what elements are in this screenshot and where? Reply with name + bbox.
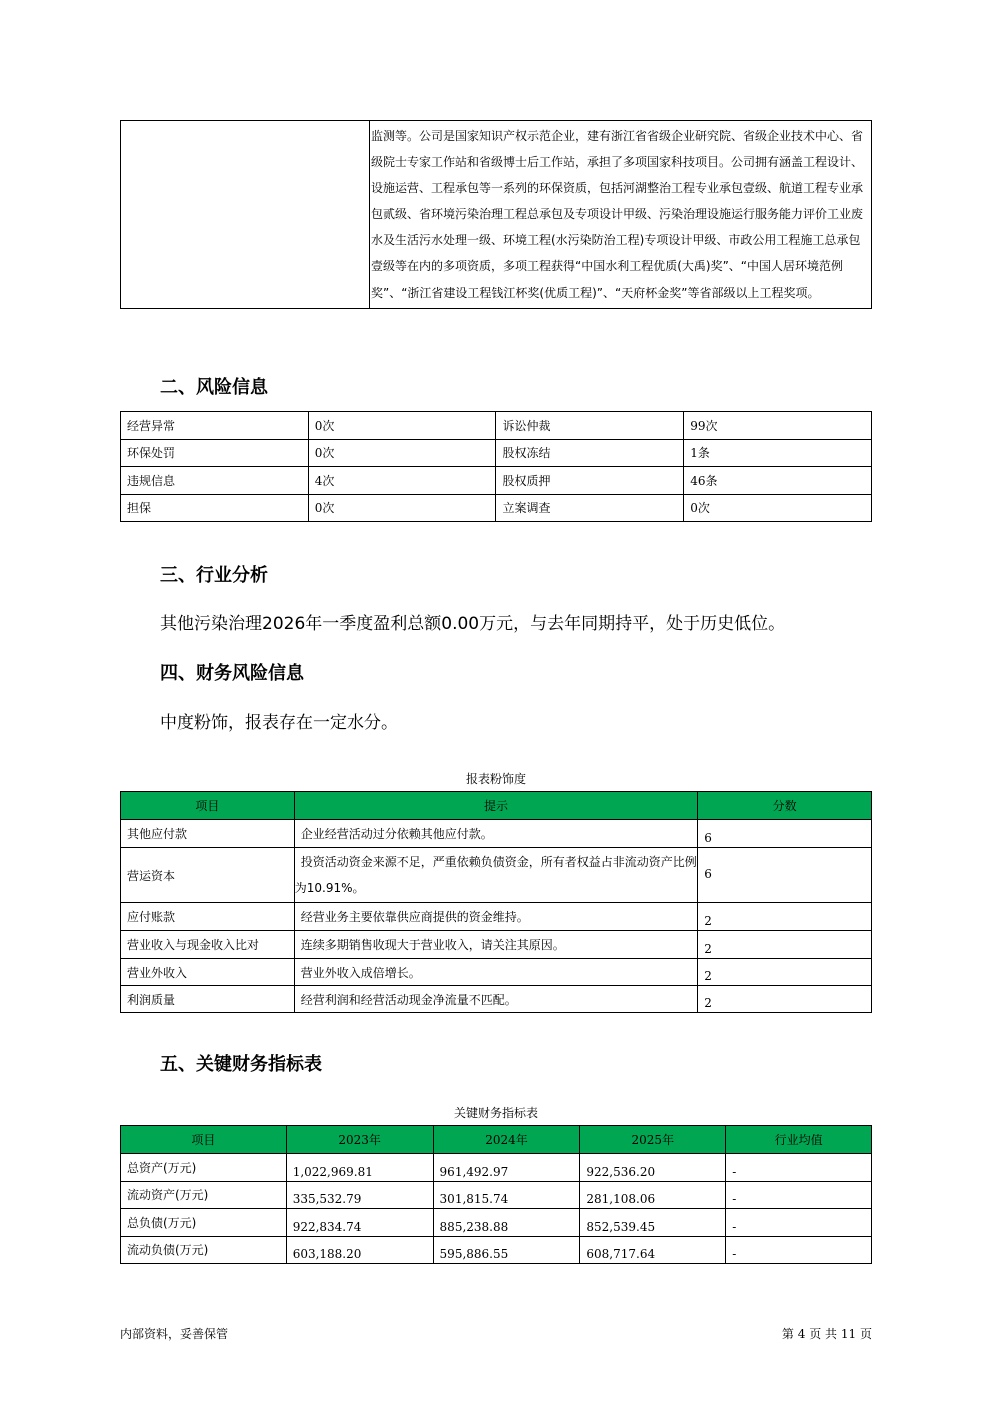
table-caption: 关键财务指标表: [453, 1106, 538, 1120]
risk-value: 1条: [684, 439, 872, 467]
score-cell: 2: [698, 986, 872, 1013]
value-cell: -: [726, 1236, 872, 1264]
risk-value: 46条: [684, 467, 872, 495]
column-header: 行业均值: [726, 1126, 872, 1154]
table-row: [121, 931, 872, 959]
item-cell: 营运资本: [121, 848, 295, 903]
table-row: [121, 467, 872, 495]
financial-risk-text: 中度粉饰，报表存在一定水分。: [160, 713, 398, 733]
value-cell: 1,022,969.81: [286, 1154, 433, 1182]
page-mid: 页 共: [809, 1327, 838, 1341]
table-header-row: [121, 792, 872, 820]
table-row: [121, 820, 872, 848]
table-header-row: [121, 1126, 872, 1154]
risk-label: 违规信息: [121, 467, 309, 495]
value-cell: 281,108.06: [580, 1181, 726, 1209]
intro-label-cell: [121, 121, 370, 309]
page-suffix: 页: [859, 1327, 872, 1341]
column-header: 项目: [121, 1126, 287, 1154]
item-cell: 其他应付款: [121, 820, 295, 848]
tip-cell: 连续多期销售收现大于营业收入，请关注其原因。: [294, 931, 697, 959]
section-heading-key-indicators: 五、关键财务指标表: [160, 1054, 322, 1075]
score-cell: 2: [698, 903, 872, 931]
tip-cell: 企业经营活动过分依赖其他应付款。: [294, 820, 697, 848]
item-cell: 营业收入与现金收入比对: [121, 931, 295, 959]
risk-label: 诉讼仲裁: [496, 412, 684, 440]
risk-label: 经营异常: [121, 412, 309, 440]
value-cell: -: [726, 1209, 872, 1237]
table-row: [121, 1236, 872, 1264]
risk-value: 0次: [308, 439, 496, 467]
metric-cell: 流动负债(万元): [121, 1236, 287, 1264]
value-cell: 852,539.45: [580, 1209, 726, 1237]
column-header: 2023年: [286, 1126, 433, 1154]
item-cell: 营业外收入: [121, 959, 295, 986]
value-cell: 595,886.55: [433, 1236, 580, 1264]
table-row: [121, 494, 872, 522]
risk-info-table: [120, 411, 872, 522]
risk-value: 4次: [308, 467, 496, 495]
column-header: 2024年: [433, 1126, 580, 1154]
total-pages: 11: [840, 1327, 857, 1341]
metric-cell: 总负债(万元): [121, 1209, 287, 1237]
table-row: [121, 412, 872, 440]
risk-label: 担保: [121, 494, 309, 522]
risk-value: 0次: [308, 412, 496, 440]
column-header: 项目: [121, 792, 295, 820]
score-cell: 6: [698, 820, 872, 848]
table-row: [121, 1181, 872, 1209]
score-cell: 6: [698, 848, 872, 903]
item-cell: 利润质量: [121, 986, 295, 1013]
value-cell: 922,834.74: [286, 1209, 433, 1237]
table-row: [121, 439, 872, 467]
table-row: [121, 1209, 872, 1237]
section-heading-risk: 二、风险信息: [160, 377, 268, 398]
tip-cell: [294, 848, 697, 903]
risk-label: 股权质押: [496, 467, 684, 495]
current-page: 4: [797, 1327, 806, 1341]
page-prefix: 第: [781, 1327, 794, 1341]
value-cell: 608,717.64: [580, 1236, 726, 1264]
risk-label: 立案调查: [496, 494, 684, 522]
risk-value: 0次: [308, 494, 496, 522]
value-cell: 885,238.88: [433, 1209, 580, 1237]
value-cell: 335,532.79: [286, 1181, 433, 1209]
footer-page-number: [782, 1325, 872, 1342]
column-header: 提示: [294, 792, 697, 820]
table-row: [121, 1154, 872, 1182]
risk-value: 99次: [684, 412, 872, 440]
whitewash-table: [120, 791, 872, 1013]
risk-value: 0次: [684, 494, 872, 522]
table-row: [121, 959, 872, 986]
risk-label: 环保处罚: [121, 439, 309, 467]
score-cell: 2: [698, 959, 872, 986]
tip-cell: 经营利润和经营活动现金净流量不匹配。: [294, 986, 697, 1013]
section-heading-financial-risk: 四、财务风险信息: [160, 663, 304, 684]
metric-cell: 流动资产(万元): [121, 1181, 287, 1209]
industry-analysis-text: 其他污染治理2026年一季度盈利总额0.00万元，与去年同期持平，处于历史低位。: [160, 614, 786, 634]
column-header: 2025年: [580, 1126, 726, 1154]
column-header: 分数: [698, 792, 872, 820]
section-heading-industry: 三、行业分析: [160, 565, 268, 586]
item-cell: 应付账款: [121, 903, 295, 931]
tip-text: 投资活动资金来源不足，严重依赖负债资金，所有者权益占非流动资产比例为10.91%。: [294, 855, 697, 895]
value-cell: 603,188.20: [286, 1236, 433, 1264]
table-row: [121, 903, 872, 931]
metric-cell: 总资产(万元): [121, 1154, 287, 1182]
value-cell: 922,536.20: [580, 1154, 726, 1182]
table-row: [121, 986, 872, 1013]
tip-cell: 经营业务主要依靠供应商提供的资金维持。: [294, 903, 697, 931]
risk-label: 股权冻结: [496, 439, 684, 467]
tip-cell: 营业外收入成倍增长。: [294, 959, 697, 986]
value-cell: 961,492.97: [433, 1154, 580, 1182]
value-cell: -: [726, 1181, 872, 1209]
value-cell: -: [726, 1154, 872, 1182]
footer-confidential-note: 内部资料，妥善保管: [120, 1327, 229, 1341]
score-cell: 2: [698, 931, 872, 959]
table-row: [121, 848, 872, 903]
intro-text: 监测等。公司是国家知识产权示范企业，建有浙江省省级企业研究院、省级企业技术中心、省级院士专家工作站和省级博士后工作站，承担了多项国家科技项目。公司拥有涵盖工程设计、设施运营、工程承包等一系列的环保资质，包括河湖整治工程专业承包壹级、航道工程专业承包贰级、省环境污染治理工程总承包及专项设计甲级、污染治理设施运行服务能力评价工业废水及生活污水处理一级、环境工程(水污染防治工程)专项设计甲级、市政公用工程施工总承包壹级等在内的多项资质，多项工程获得“中国水利工程优质(大禹)奖”、“中国人居环境范例奖”、“浙江省建设工程钱江杯奖(优质工程)”、“天府杯金奖”等省部级以上工程奖项。: [370, 121, 872, 309]
key-financial-table: [120, 1125, 872, 1264]
table-caption: 报表粉饰度: [465, 772, 526, 786]
value-cell: 301,815.74: [433, 1181, 580, 1209]
company-intro-table: [120, 120, 872, 309]
